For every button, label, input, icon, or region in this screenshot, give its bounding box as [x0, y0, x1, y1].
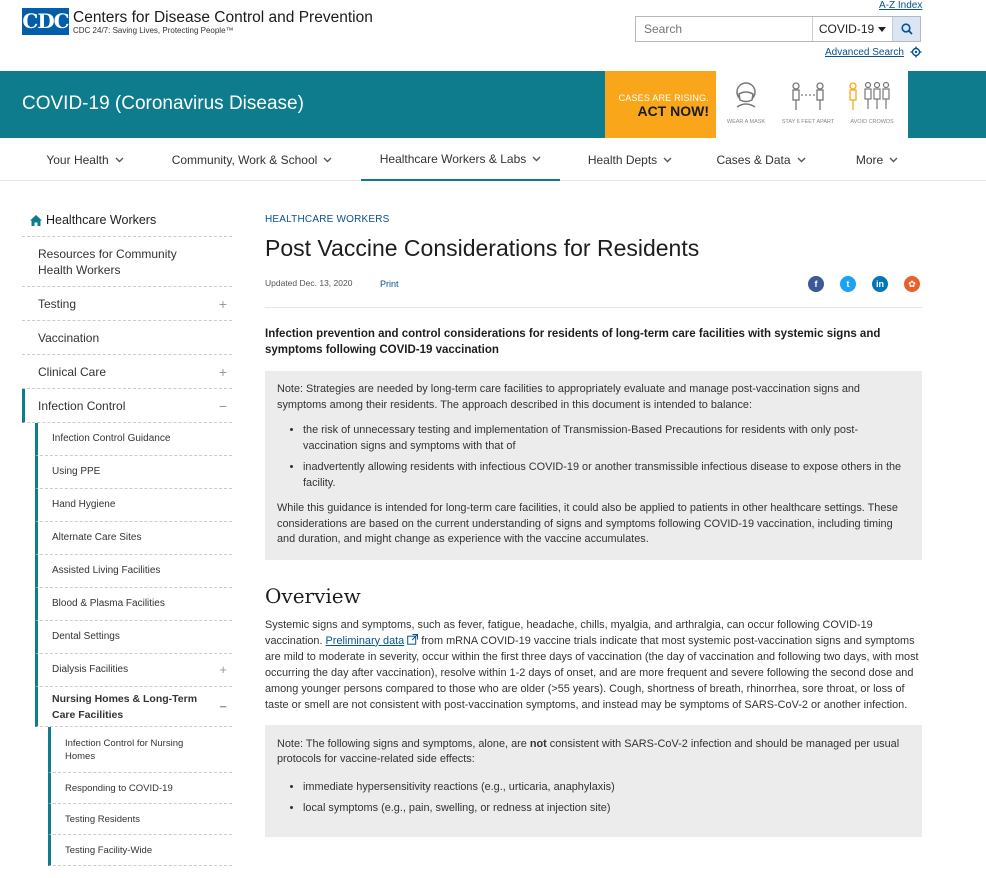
chevron-down-icon — [663, 157, 672, 163]
tip-label: AVOID CROWDS — [850, 119, 894, 125]
cases-rising-text: CASES ARE RISING. — [618, 93, 709, 103]
nav-label: Community, Work & School — [171, 152, 318, 167]
sidebar-item-label: Vaccination — [38, 330, 100, 345]
nav-cases-data[interactable] — [702, 138, 820, 181]
sidebar-item-infection-control[interactable] — [22, 389, 232, 423]
sidebar-subitem-alternate-care-sites[interactable] — [35, 522, 232, 555]
sidebar — [22, 204, 232, 866]
overview-heading: Overview — [265, 583, 361, 608]
nav-health-depts[interactable] — [568, 138, 692, 181]
sidebar-subsubitem-label: Testing Residents — [65, 813, 140, 825]
preliminary-data-link[interactable]: Preliminary data — [325, 634, 405, 647]
syndicate-icon[interactable]: ✿ — [904, 276, 920, 292]
search-scope-select[interactable] — [813, 17, 893, 41]
note2-lead — [277, 737, 910, 768]
sidebar-subsubitem-responding[interactable] — [48, 773, 232, 804]
updated-date: Updated Dec. 13, 2020 — [265, 278, 353, 288]
tip-wear-mask — [718, 81, 774, 125]
chevron-down-icon — [323, 157, 332, 163]
mask-icon — [731, 81, 761, 111]
note-box-symptoms — [265, 725, 922, 837]
sidebar-subitem-label: Nursing Homes & Long-Term Care Facilities — [52, 692, 198, 721]
gear-icon[interactable] — [910, 46, 922, 58]
org-tagline: CDC 24/7: Saving Lives, Protecting People™ — [73, 26, 234, 35]
caret-down-icon — [878, 27, 886, 32]
breadcrumb[interactable]: HEALTHCARE WORKERS — [265, 214, 390, 225]
sidebar-subitem-dialysis[interactable] — [35, 654, 232, 687]
tip-avoid-crowds — [844, 81, 900, 125]
act-now-text: ACT NOW! — [637, 103, 709, 119]
nav-label: More — [855, 152, 884, 167]
intro-summary: Infection prevention and control considerations for residents of long-term care facilities with systemic signs and symptoms following COVID-19 vaccination — [265, 328, 881, 356]
sidebar-subitem-blood-plasma[interactable] — [35, 588, 232, 621]
chevron-down-icon — [889, 157, 898, 163]
sidebar-subsubitem-infection-control-nursing-homes[interactable] — [48, 727, 232, 773]
search-scope-label: COVID-19 — [818, 22, 875, 36]
sidebar-subitem-label: Dialysis Facilities — [52, 664, 129, 675]
search-button[interactable] — [893, 17, 920, 41]
site-header — [0, 0, 986, 71]
note2-list — [303, 780, 910, 817]
overview-text-b: from mRNA COVID-19 vaccine trials indicate that most systemic post-vaccination signs and symptoms are mild to moderate in severity, occur within the first three days of vaccination (the day of vaccination and following two days, with most occurring the day after vaccination), resolve within 1-2 days of onset, and are more frequent and severe following the second dose and among younger persons compared to those who are older (>55 years). Cough, shortness of breath, rhinorrhea, sore throat, or loss of taste or smell are not consistent with post-vaccination symptoms, and instead may be symptoms of SARS-CoV-2 or another infection. — [265, 634, 919, 711]
twitter-icon[interactable]: t — [840, 276, 856, 292]
note2-bullet: • local symptoms (e.g., pain, swelling, or redness at injection site) — [303, 801, 910, 817]
crowd-icon — [847, 81, 897, 111]
sidebar-subsubitem-label: Infection Control for Nursing Homes — [65, 737, 184, 762]
chevron-down-icon — [115, 157, 124, 163]
page-title: Post Vaccine Considerations for Residents — [265, 235, 700, 261]
linkedin-icon[interactable]: in — [872, 276, 888, 292]
az-index-link[interactable]: A-Z Index — [879, 0, 923, 11]
distance-icon — [788, 81, 828, 111]
note2-bullet: • immediate hypersensitivity reactions (e.g., urticaria, anaphylaxis) — [303, 780, 910, 796]
sidebar-item-clinical-care[interactable] — [22, 355, 232, 389]
search-icon — [901, 23, 913, 35]
note-tail: While this guidance is intended for long-term care facilities, it could also be applied to patients in other healthcare settings. These considerations are based on the current understanding of signs and symptoms following COVID-19 vaccination, including timing and duration, and might change as experience with the vaccine accumulates. — [277, 502, 898, 545]
sidebar-subsubitem-label: Responding to COVID-19 — [65, 782, 173, 794]
sidebar-subitem-assisted-living[interactable] — [35, 555, 232, 588]
sidebar-item-label: Clinical Care — [38, 364, 107, 379]
sidebar-subitem-hand-hygiene[interactable] — [35, 489, 232, 522]
expand-icon[interactable]: + — [219, 662, 227, 677]
nav-more[interactable] — [834, 138, 920, 181]
sidebar-subitem-infection-control-guidance[interactable] — [35, 423, 232, 456]
sidebar-home-label: Healthcare Workers — [46, 213, 157, 227]
print-link[interactable]: Print — [380, 279, 399, 289]
sidebar-subitem-label: Hand Hygiene — [52, 499, 116, 510]
social-share — [808, 276, 920, 292]
note2-lead-b: consistent with SARS-CoV-2 infection and should be managed per usual protocols for vaccine-related side effects: — [277, 737, 900, 765]
overview-paragraph — [265, 617, 922, 713]
external-link-icon — [407, 634, 418, 645]
note-lead: Note: Strategies are needed by long-term care facilities to appropriately evaluate and manage post-vaccination signs and symptoms among their residents. The approach described in this document is intended to balance: — [277, 383, 860, 411]
nav-label: Health Depts — [587, 152, 658, 167]
sidebar-subitem-label: Assisted Living Facilities — [52, 565, 161, 576]
nav-label: Your Health — [46, 152, 109, 167]
search-bar — [635, 16, 921, 42]
note-bullet: • inadvertently allowing residents with infectious COVID-19 or another transmissible infectious disease to expose others in the facility. — [303, 460, 910, 491]
sidebar-home[interactable] — [22, 204, 232, 237]
nav-healthcare-workers-labs[interactable] — [361, 138, 560, 181]
expand-icon[interactable]: + — [218, 363, 227, 380]
advanced-search-link[interactable]: Advanced Search — [825, 47, 904, 58]
sidebar-subitem-label: Using PPE — [52, 466, 101, 477]
sidebar-subsubitem-label: Testing Facility-Wide — [65, 844, 153, 856]
facebook-icon[interactable]: f — [808, 276, 824, 292]
sidebar-subitem-label: Dental Settings — [52, 631, 120, 642]
sidebar-subsubitem-testing-residents[interactable] — [48, 804, 232, 835]
collapse-icon[interactable]: − — [218, 397, 227, 414]
expand-icon[interactable]: + — [218, 295, 227, 312]
chevron-down-icon — [532, 156, 541, 162]
chevron-down-icon — [797, 157, 806, 163]
main-content — [265, 214, 922, 837]
sidebar-item-community-health-workers[interactable] — [22, 237, 232, 287]
note-bullet: • the risk of unnecessary testing and implementation of Transmission-Based Precautions for residents with only post-vaccination signs and symptoms with that of — [303, 423, 910, 454]
page-meta — [265, 262, 922, 308]
nav-your-health[interactable] — [22, 138, 148, 181]
sidebar-item-label: Resources for Community Health Workers — [38, 246, 177, 277]
sidebar-subsubitem-testing-facility-wide[interactable] — [48, 835, 232, 866]
sidebar-item-label: Infection Control — [38, 398, 126, 413]
act-now-callout[interactable] — [605, 71, 716, 138]
main-nav — [0, 138, 986, 181]
sidebar-subitem-using-ppe[interactable] — [35, 456, 232, 489]
sidebar-subitem-label: Alternate Care Sites — [52, 532, 142, 543]
sidebar-item-testing[interactable] — [22, 287, 232, 321]
sidebar-subitem-label: Blood & Plasma Facilities — [52, 598, 165, 609]
note-box — [265, 371, 922, 560]
home-icon — [30, 215, 42, 226]
tip-label: STAY 6 FEET APART — [781, 119, 835, 125]
sidebar-subitem-nursing-homes[interactable] — [35, 687, 232, 727]
collapse-icon[interactable]: − — [219, 698, 227, 714]
tip-stay-apart — [780, 81, 836, 125]
org-name[interactable]: Centers for Disease Control and Prevention — [73, 9, 373, 26]
banner-title[interactable]: COVID-19 (Coronavirus Disease) — [22, 93, 304, 114]
note2-lead-a: Note: The following signs and symptoms, alone, are — [277, 737, 530, 750]
tip-label: WEAR A MASK — [726, 119, 766, 125]
prevention-tips[interactable] — [716, 71, 908, 138]
sidebar-item-vaccination[interactable] — [22, 321, 232, 355]
overview-text-a: Systemic signs and symptoms, such as fever, fatigue, headache, chills, myalgia, and arthralgia, can occur following COVID-19 vaccination. — [265, 618, 873, 647]
nav-label: Cases & Data — [716, 152, 791, 167]
sidebar-subitem-label: Infection Control Guidance — [52, 433, 171, 444]
note2-lead-bold: not — [529, 737, 547, 750]
nav-community-work-school[interactable] — [152, 138, 352, 181]
note-list — [303, 423, 910, 491]
search-input[interactable] — [636, 17, 813, 41]
cdc-logo[interactable]: CDC — [22, 9, 69, 33]
nav-label: Healthcare Workers & Labs — [379, 151, 527, 166]
sidebar-item-label: Testing — [38, 296, 77, 311]
sidebar-subitem-dental-settings[interactable] — [35, 621, 232, 654]
